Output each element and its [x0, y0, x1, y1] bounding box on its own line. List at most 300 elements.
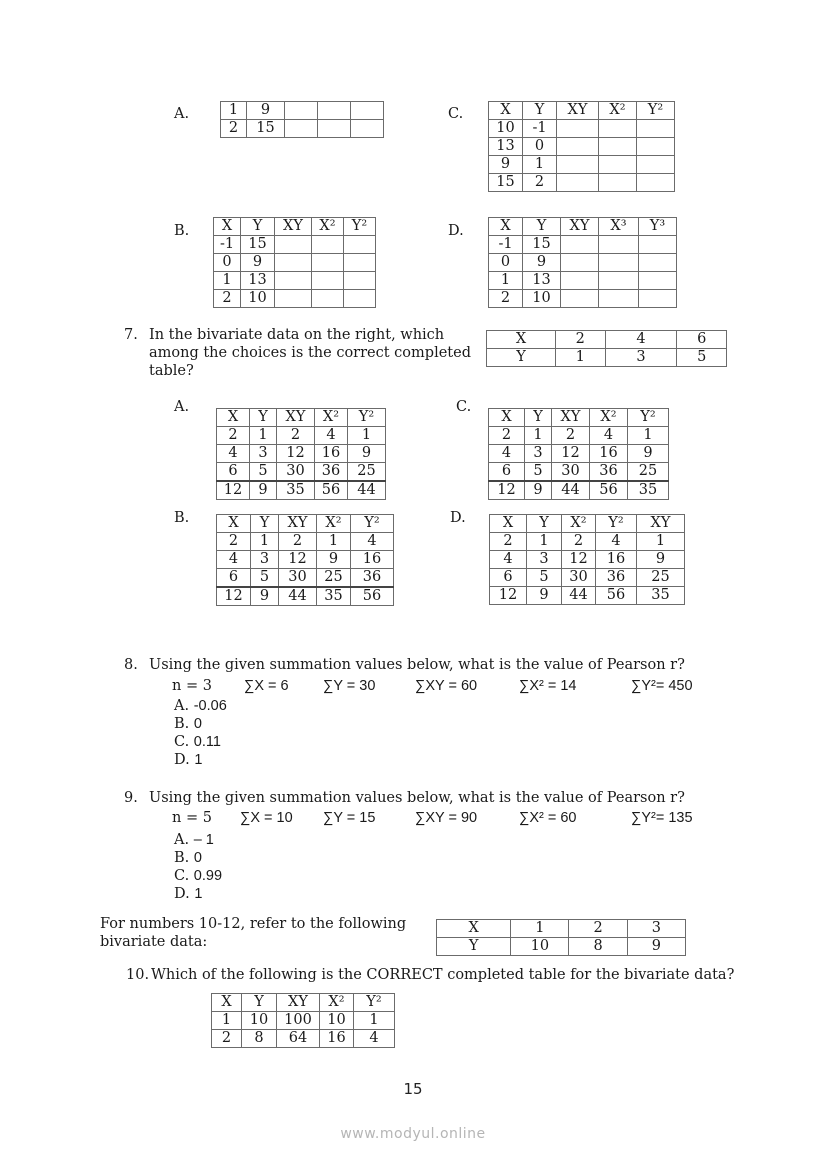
table-cell: Y²: [344, 218, 376, 236]
table-cell: 2: [523, 174, 557, 192]
table-cell: X³: [599, 218, 639, 236]
table-cell: Y: [242, 994, 277, 1012]
table-row: [489, 481, 669, 500]
option-label: D.: [448, 223, 464, 239]
table-cell: X: [490, 515, 527, 533]
choice-label: D.: [174, 886, 190, 902]
table-cell: 30: [552, 463, 590, 482]
table-row: [217, 445, 386, 463]
table-cell: 9: [523, 254, 561, 272]
table-cell: [318, 120, 351, 138]
table-cell: [557, 138, 599, 156]
table-cell: 2: [489, 427, 525, 445]
table-cell: 16: [320, 1030, 354, 1048]
table-cell: 44: [562, 587, 596, 605]
table-row: [490, 533, 685, 551]
table-cell: 16: [596, 551, 637, 569]
table-cell: 3: [251, 551, 279, 569]
table-cell: 1: [637, 533, 685, 551]
table-row: [490, 551, 685, 569]
table-cell: 8: [569, 938, 627, 956]
table-cell: 2: [555, 331, 605, 349]
option-table: [489, 514, 685, 605]
table-cell: Y: [523, 102, 557, 120]
table-cell: [561, 254, 599, 272]
option-label: C.: [448, 106, 464, 122]
answer-choice[interactable]: [174, 698, 227, 714]
table-row: [490, 587, 685, 605]
table-cell: 35: [277, 481, 315, 500]
table-cell: [637, 138, 675, 156]
sum-x: ∑X = 6: [244, 678, 289, 694]
table-cell: 5: [251, 569, 279, 588]
table-cell: -1: [523, 120, 557, 138]
table-cell: 6: [489, 463, 525, 482]
table-cell: Y: [241, 218, 275, 236]
table-cell: 36: [351, 569, 394, 588]
table-cell: 4: [605, 331, 677, 349]
sum-y: ∑Y = 30: [323, 678, 376, 694]
table-cell: 25: [348, 463, 386, 482]
table-row: [217, 481, 386, 500]
table-cell: [275, 290, 312, 308]
table-row: [217, 409, 386, 427]
table-cell: 36: [315, 463, 348, 482]
table-cell: [639, 236, 677, 254]
table-row: [214, 236, 376, 254]
table-cell: X²: [590, 409, 628, 427]
question-10: [126, 966, 734, 984]
table-cell: 0: [214, 254, 241, 272]
table-cell: [637, 120, 675, 138]
table-cell: 15: [247, 120, 285, 138]
table-cell: X²: [320, 994, 354, 1012]
table-cell: 3: [605, 349, 677, 367]
table-cell: [312, 272, 344, 290]
question-8: [124, 656, 685, 674]
table-cell: 0: [489, 254, 523, 272]
table-cell: 15: [241, 236, 275, 254]
table-row: [489, 174, 675, 192]
question-9: [124, 789, 685, 807]
table-cell: 10: [242, 1012, 277, 1030]
table-cell: 2: [489, 290, 523, 308]
question-text-line: among the choices is the correct completed: [149, 345, 471, 361]
answer-choice[interactable]: [174, 832, 214, 848]
table-row: [489, 138, 675, 156]
question-text: Using the given summation values below, what is the value of Pearson r?: [149, 657, 685, 673]
table-cell: X²: [312, 218, 344, 236]
table-cell: [318, 102, 351, 120]
table-cell: 2: [214, 290, 241, 308]
table-row: [489, 445, 669, 463]
table-cell: 12: [562, 551, 596, 569]
table-cell: 2: [279, 533, 317, 551]
table-cell: 9: [250, 481, 277, 500]
table-cell: 13: [489, 138, 523, 156]
question-number: 9.: [124, 790, 138, 806]
table-cell: [312, 236, 344, 254]
table-cell: 36: [596, 569, 637, 587]
table-cell: 16: [315, 445, 348, 463]
table-cell: 12: [490, 587, 527, 605]
sum-y-squared: ∑Y²= 450: [631, 678, 693, 694]
option-table: [488, 217, 677, 308]
table-cell: Y: [525, 409, 552, 427]
choice-value: 0: [193, 850, 202, 866]
table-row: [489, 272, 677, 290]
table-cell: XY: [277, 409, 315, 427]
table-cell: XY: [557, 102, 599, 120]
table-cell: XY: [552, 409, 590, 427]
table-cell: 12: [552, 445, 590, 463]
choice-label: C.: [174, 868, 190, 884]
table-cell: 4: [596, 533, 637, 551]
table-row: [217, 427, 386, 445]
table-row: [214, 290, 376, 308]
table-row: [437, 920, 686, 938]
table-cell: 2: [562, 533, 596, 551]
table-cell: 12: [277, 445, 315, 463]
table-cell: 4: [489, 445, 525, 463]
table-cell: 56: [351, 587, 394, 606]
table-cell: X: [487, 331, 556, 349]
option-table: [216, 408, 386, 500]
table-cell: [639, 290, 677, 308]
table-cell: 2: [217, 427, 250, 445]
table-cell: 35: [317, 587, 351, 606]
bivariate-data-table: [436, 919, 686, 956]
sum-x: ∑X = 10: [240, 810, 293, 826]
table-cell: [599, 174, 637, 192]
table-cell: [637, 156, 675, 174]
table-cell: Y³: [639, 218, 677, 236]
table-row: [217, 569, 394, 588]
table-cell: 4: [354, 1030, 395, 1048]
table-cell: 1: [555, 349, 605, 367]
table-cell: 1: [214, 272, 241, 290]
question-number: 10.: [126, 967, 150, 983]
sum-xy: ∑XY = 60: [415, 678, 478, 694]
question-number: 7.: [124, 327, 138, 343]
table-cell: 4: [590, 427, 628, 445]
table-cell: X²: [317, 515, 351, 533]
table-cell: [285, 120, 318, 138]
choice-value: 0.99: [193, 868, 223, 884]
table-cell: 4: [217, 445, 250, 463]
table-cell: 10: [320, 1012, 354, 1030]
table-cell: 9: [525, 481, 552, 500]
table-cell: [351, 120, 384, 138]
table-row: [490, 515, 685, 533]
table-cell: Y²: [596, 515, 637, 533]
instruction-line: For numbers 10-12, refer to the following: [100, 916, 407, 932]
table-cell: 16: [590, 445, 628, 463]
table-row: [214, 272, 376, 290]
table-row: [217, 463, 386, 482]
table-cell: 4: [351, 533, 394, 551]
answer-choice[interactable]: [174, 868, 222, 884]
table-row: [217, 515, 394, 533]
table-cell: 64: [277, 1030, 320, 1048]
table-cell: 1: [523, 156, 557, 174]
answer-choice[interactable]: [174, 734, 221, 750]
table-cell: 2: [490, 533, 527, 551]
table-cell: 9: [627, 938, 685, 956]
summation-values: [0, 678, 826, 698]
table-cell: 15: [523, 236, 561, 254]
table-cell: Y: [250, 409, 277, 427]
table-cell: 9: [317, 551, 351, 569]
answer-choice[interactable]: [174, 716, 202, 732]
table-cell: [344, 272, 376, 290]
option-label: B.: [174, 510, 190, 526]
choice-value: 1: [194, 752, 203, 768]
answer-choice[interactable]: [174, 850, 202, 866]
table-cell: Y: [523, 218, 561, 236]
table-cell: 13: [523, 272, 561, 290]
answer-choice[interactable]: [174, 886, 202, 902]
table-cell: 1: [628, 427, 669, 445]
table-cell: 56: [590, 481, 628, 500]
sum-n: n = 5: [172, 810, 212, 826]
table-cell: 12: [217, 481, 250, 500]
instruction-line: bivariate data:: [100, 934, 208, 950]
table-cell: Y²: [354, 994, 395, 1012]
table-cell: X: [489, 409, 525, 427]
table-cell: 6: [490, 569, 527, 587]
table-cell: [599, 156, 637, 174]
table-cell: X: [212, 994, 242, 1012]
option-label: A.: [174, 399, 190, 415]
table-cell: Y²: [628, 409, 669, 427]
option-table: [211, 993, 395, 1048]
table-cell: 5: [677, 349, 727, 367]
table-cell: 10: [241, 290, 275, 308]
table-cell: 4: [315, 427, 348, 445]
option-label: A.: [174, 106, 190, 122]
table-cell: [561, 272, 599, 290]
table-cell: 30: [562, 569, 596, 587]
table-cell: 1: [221, 102, 247, 120]
question-text: Using the given summation values below, what is the value of Pearson r?: [149, 790, 685, 806]
table-cell: [312, 254, 344, 272]
choice-label: A.: [174, 698, 190, 714]
choice-value: 0: [193, 716, 202, 732]
table-row: [217, 533, 394, 551]
table-row: [487, 349, 727, 367]
table-cell: 2: [552, 427, 590, 445]
table-cell: 4: [490, 551, 527, 569]
table-cell: X: [489, 218, 523, 236]
table-cell: 9: [251, 587, 279, 606]
question-7: [124, 326, 471, 380]
table-cell: -1: [214, 236, 241, 254]
table-cell: 9: [637, 551, 685, 569]
table-cell: -1: [489, 236, 523, 254]
table-cell: 2: [217, 533, 251, 551]
table-cell: Y: [251, 515, 279, 533]
table-cell: [312, 290, 344, 308]
question-text-line: In the bivariate data on the right, which: [149, 327, 445, 343]
table-row: [489, 290, 677, 308]
table-cell: XY: [637, 515, 685, 533]
table-cell: 35: [628, 481, 669, 500]
table-cell: [557, 120, 599, 138]
table-cell: [639, 272, 677, 290]
option-table: [213, 217, 376, 308]
table-cell: 5: [250, 463, 277, 482]
option-label: D.: [450, 510, 466, 526]
table-cell: 1: [348, 427, 386, 445]
option-table: [216, 514, 394, 606]
table-cell: [557, 156, 599, 174]
bivariate-data-table: [486, 330, 727, 367]
table-row: [214, 254, 376, 272]
table-row: [212, 994, 395, 1012]
table-cell: 12: [279, 551, 317, 569]
question-number: 8.: [124, 657, 138, 673]
table-row: [221, 120, 384, 138]
table-cell: X: [489, 102, 523, 120]
table-cell: 44: [552, 481, 590, 500]
table-cell: 12: [217, 587, 251, 606]
table-cell: X²: [562, 515, 596, 533]
table-cell: 5: [527, 569, 562, 587]
table-cell: X: [214, 218, 241, 236]
table-cell: 2: [212, 1030, 242, 1048]
choice-label: A.: [174, 832, 190, 848]
table-cell: 2: [277, 427, 315, 445]
choice-label: B.: [174, 850, 190, 866]
sum-x-squared: ∑X² = 60: [519, 810, 577, 826]
table-cell: 13: [241, 272, 275, 290]
option-table: [220, 101, 384, 138]
table-cell: X²: [315, 409, 348, 427]
choice-value: – 1: [193, 832, 214, 848]
table-cell: [599, 138, 637, 156]
table-cell: Y²: [637, 102, 675, 120]
table-cell: X: [437, 920, 511, 938]
table-row: [489, 236, 677, 254]
table-cell: [599, 272, 639, 290]
table-cell: [599, 254, 639, 272]
table-cell: 0: [523, 138, 557, 156]
table-row: [487, 331, 727, 349]
table-cell: Y: [487, 349, 556, 367]
table-cell: 10: [523, 290, 561, 308]
table-cell: 100: [277, 1012, 320, 1030]
table-cell: 25: [637, 569, 685, 587]
summation-values: [0, 810, 826, 830]
group-instructions: [100, 915, 406, 951]
table-row: [489, 218, 677, 236]
table-cell: [351, 102, 384, 120]
table-cell: 56: [596, 587, 637, 605]
question-text-line: table?: [149, 363, 194, 379]
table-cell: [344, 290, 376, 308]
option-table: [488, 408, 669, 500]
table-cell: 9: [489, 156, 523, 174]
choice-value: 0.11: [193, 734, 221, 750]
table-cell: [344, 254, 376, 272]
table-cell: 5: [525, 463, 552, 482]
table-cell: 1: [489, 272, 523, 290]
table-cell: 8: [242, 1030, 277, 1048]
table-row: [489, 120, 675, 138]
table-row: [489, 254, 677, 272]
table-cell: 9: [241, 254, 275, 272]
table-cell: [275, 272, 312, 290]
table-row: [217, 587, 394, 606]
choice-label: B.: [174, 716, 190, 732]
table-row: [214, 218, 376, 236]
question-text: Which of the following is the CORRECT completed table for the bivariate data?: [151, 967, 735, 983]
option-table: [488, 101, 675, 192]
table-row: [489, 463, 669, 482]
table-cell: [285, 102, 318, 120]
table-cell: 3: [250, 445, 277, 463]
table-cell: 1: [212, 1012, 242, 1030]
table-cell: Y²: [348, 409, 386, 427]
table-cell: 30: [279, 569, 317, 588]
answer-choice[interactable]: [174, 752, 202, 768]
table-cell: Y²: [351, 515, 394, 533]
table-cell: 44: [348, 481, 386, 500]
table-cell: [557, 174, 599, 192]
table-cell: 36: [590, 463, 628, 482]
table-cell: 12: [489, 481, 525, 500]
table-cell: 6: [677, 331, 727, 349]
table-cell: XY: [277, 994, 320, 1012]
table-cell: 9: [348, 445, 386, 463]
table-row: [221, 102, 384, 120]
watermark: www.modyul.online: [340, 1126, 486, 1142]
table-cell: [599, 120, 637, 138]
table-cell: 9: [628, 445, 669, 463]
table-cell: 56: [315, 481, 348, 500]
table-cell: [561, 236, 599, 254]
table-cell: 2: [221, 120, 247, 138]
sum-xy: ∑XY = 90: [415, 810, 478, 826]
table-cell: 1: [525, 427, 552, 445]
sum-x-squared: ∑X² = 14: [519, 678, 577, 694]
table-cell: X²: [599, 102, 637, 120]
table-cell: X: [217, 409, 250, 427]
table-cell: 10: [489, 120, 523, 138]
option-label: C.: [456, 399, 472, 415]
table-cell: 2: [569, 920, 627, 938]
table-cell: 4: [217, 551, 251, 569]
table-cell: 25: [628, 463, 669, 482]
choice-value: 1: [194, 886, 203, 902]
table-cell: 1: [250, 427, 277, 445]
table-cell: XY: [561, 218, 599, 236]
table-cell: 1: [251, 533, 279, 551]
table-cell: [561, 290, 599, 308]
table-cell: 6: [217, 569, 251, 588]
table-cell: 6: [217, 463, 250, 482]
option-label: B.: [174, 223, 190, 239]
table-cell: 44: [279, 587, 317, 606]
table-cell: Y: [437, 938, 511, 956]
table-cell: 3: [525, 445, 552, 463]
table-row: [489, 409, 669, 427]
table-row: [489, 102, 675, 120]
table-cell: [275, 254, 312, 272]
table-row: [489, 427, 669, 445]
table-cell: [599, 290, 639, 308]
